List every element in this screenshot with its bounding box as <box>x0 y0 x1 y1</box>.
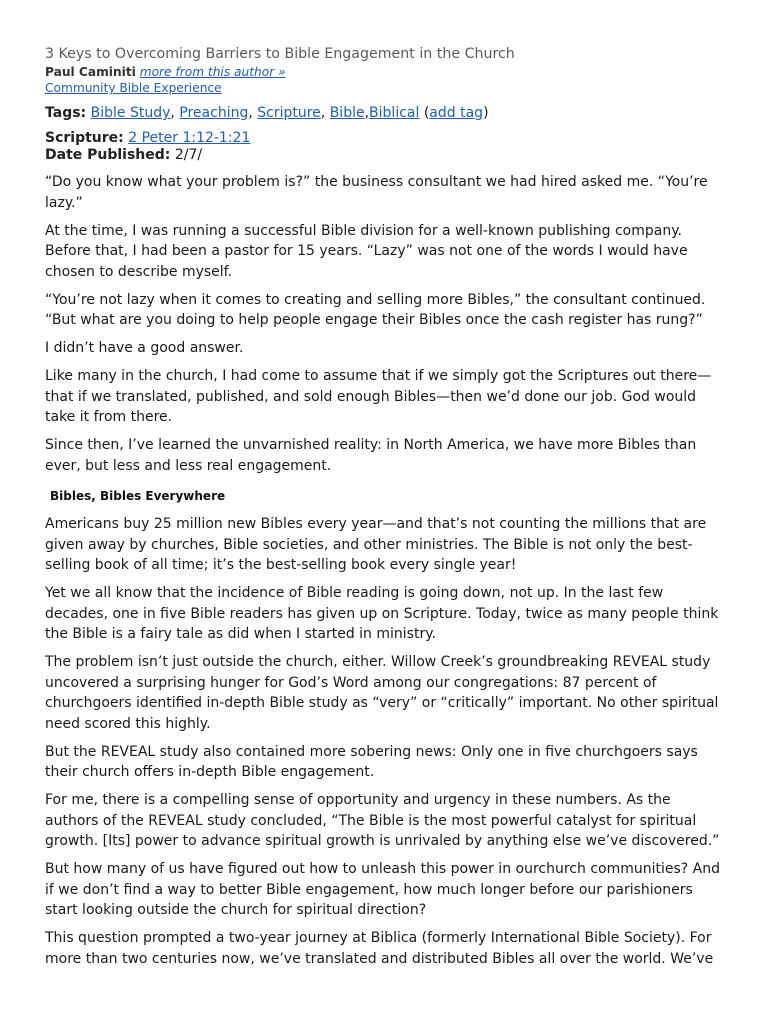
add-tag-wrapper: (add tag) <box>423 105 489 121</box>
tags-row <box>45 104 724 122</box>
tag-link-bible-study[interactable]: Bible Study <box>90 105 171 121</box>
paragraph: Since then, I’ve learned the unvarnished reality: in North America, we have more Bibles than ever, but less and less real engagement. <box>45 437 697 474</box>
paragraph: This question prompted a two-year journey at Biblica (formerly International Bible Society). For more than two centuries now, we’ve translated and distributed Bibles all over the world. We’ve <box>45 930 714 967</box>
paragraph: But the REVEAL study also contained more sobering news: Only one in five churchgoers says their church offers in-depth Bible engagement. <box>45 743 698 780</box>
series <box>45 80 724 96</box>
paragraph: But how many of us have figured out how to unleash this power in ourchurch communities? And if we don’t find a way to better Bible engagement, how much longer before our parishioners start looking outside the church for spiritual direction? <box>45 861 720 918</box>
paragraph: I didn’t have a good answer. <box>45 340 244 356</box>
article-title: 3 Keys to Overcoming Barriers to Bible Engagement in the Church <box>45 46 515 62</box>
scripture-reference-link[interactable]: 2 Peter 1:12-1:21 <box>128 130 251 146</box>
author-name: Paul Caminiti <box>45 65 136 79</box>
tags-label: Tags: <box>45 105 87 121</box>
tag-separator: , <box>364 105 370 121</box>
tag-link-scripture[interactable]: Scripture <box>257 105 321 121</box>
paragraph: At the time, I was running a successful Bible division for a well-known publishing company. Before that, I had been a pastor for 15 years. “Lazy” was not one of the words I would have chosen to describe myself. <box>45 222 688 280</box>
scripture-row <box>45 130 724 147</box>
scripture-label: Scripture: <box>45 130 124 146</box>
tag-link-preaching[interactable]: Preaching <box>179 105 249 121</box>
section-heading: Bibles, Bibles Everywhere <box>50 489 226 503</box>
paragraph: Like many in the church, I had come to assume that if we simply got the Scriptures out there—that if we translated, published, and sold enough Bibles—then we’d done our job. God would take it from there. <box>45 368 712 425</box>
article-body <box>45 172 724 969</box>
series-link[interactable]: Community Bible Experience <box>45 81 222 95</box>
date-row <box>45 147 724 164</box>
paragraph: “Do you know what your problem is?” the business consultant we had hired asked me. “You’re lazy.” <box>45 174 708 211</box>
paragraph: The problem isn’t just outside the church, either. Willow Creek’s groundbreaking REVEAL study uncovered a surprising hunger for God’s Word among our congregations: 87 percent of churchgoers identified in-depth Bible study as “very” or “critically” important. No other spiritual need scored this highly. <box>45 654 719 732</box>
tag-separator: , <box>170 105 180 121</box>
tag-link-biblical[interactable]: Biblical <box>369 105 420 121</box>
paragraph: Yet we all know that the incidence of Bible reading is going down, not up. In the last few decades, one in five Bible readers has given up on Scripture. Today, twice as many people think the Bible is a fairy tale as did when I started in ministry. <box>45 585 719 642</box>
tag-separator: , <box>320 105 330 121</box>
more-from-author-link[interactable]: more from this author » <box>139 65 286 79</box>
tag-link-bible[interactable]: Bible <box>329 105 365 121</box>
tag-separator: , <box>248 105 258 121</box>
paragraph: “You’re not lazy when it comes to creating and selling more Bibles,” the consultant continued. “But what are you doing to help people engage their Bibles once the cash register has rung?” <box>45 291 706 328</box>
paragraph: For me, there is a compelling sense of opportunity and urgency in these numbers. As the authors of the REVEAL study concluded, “The Bible is the most powerful catalyst for spiritual growth. [Its] power to advance spiritual growth is unrivaled by anything else we’ve discovered.” <box>45 792 720 849</box>
add-tag-link[interactable]: add tag <box>429 105 484 121</box>
byline <box>45 64 724 80</box>
date-value: 2/7/ <box>174 147 203 163</box>
paragraph: Americans buy 25 million new Bibles every year—and that’s not counting the millions that are given away by churches, Bible societies, and other ministries. The Bible is not only the best-selling book of all time; it’s the best-selling book every single year! <box>45 516 707 573</box>
date-label: Date Published: <box>45 147 171 163</box>
